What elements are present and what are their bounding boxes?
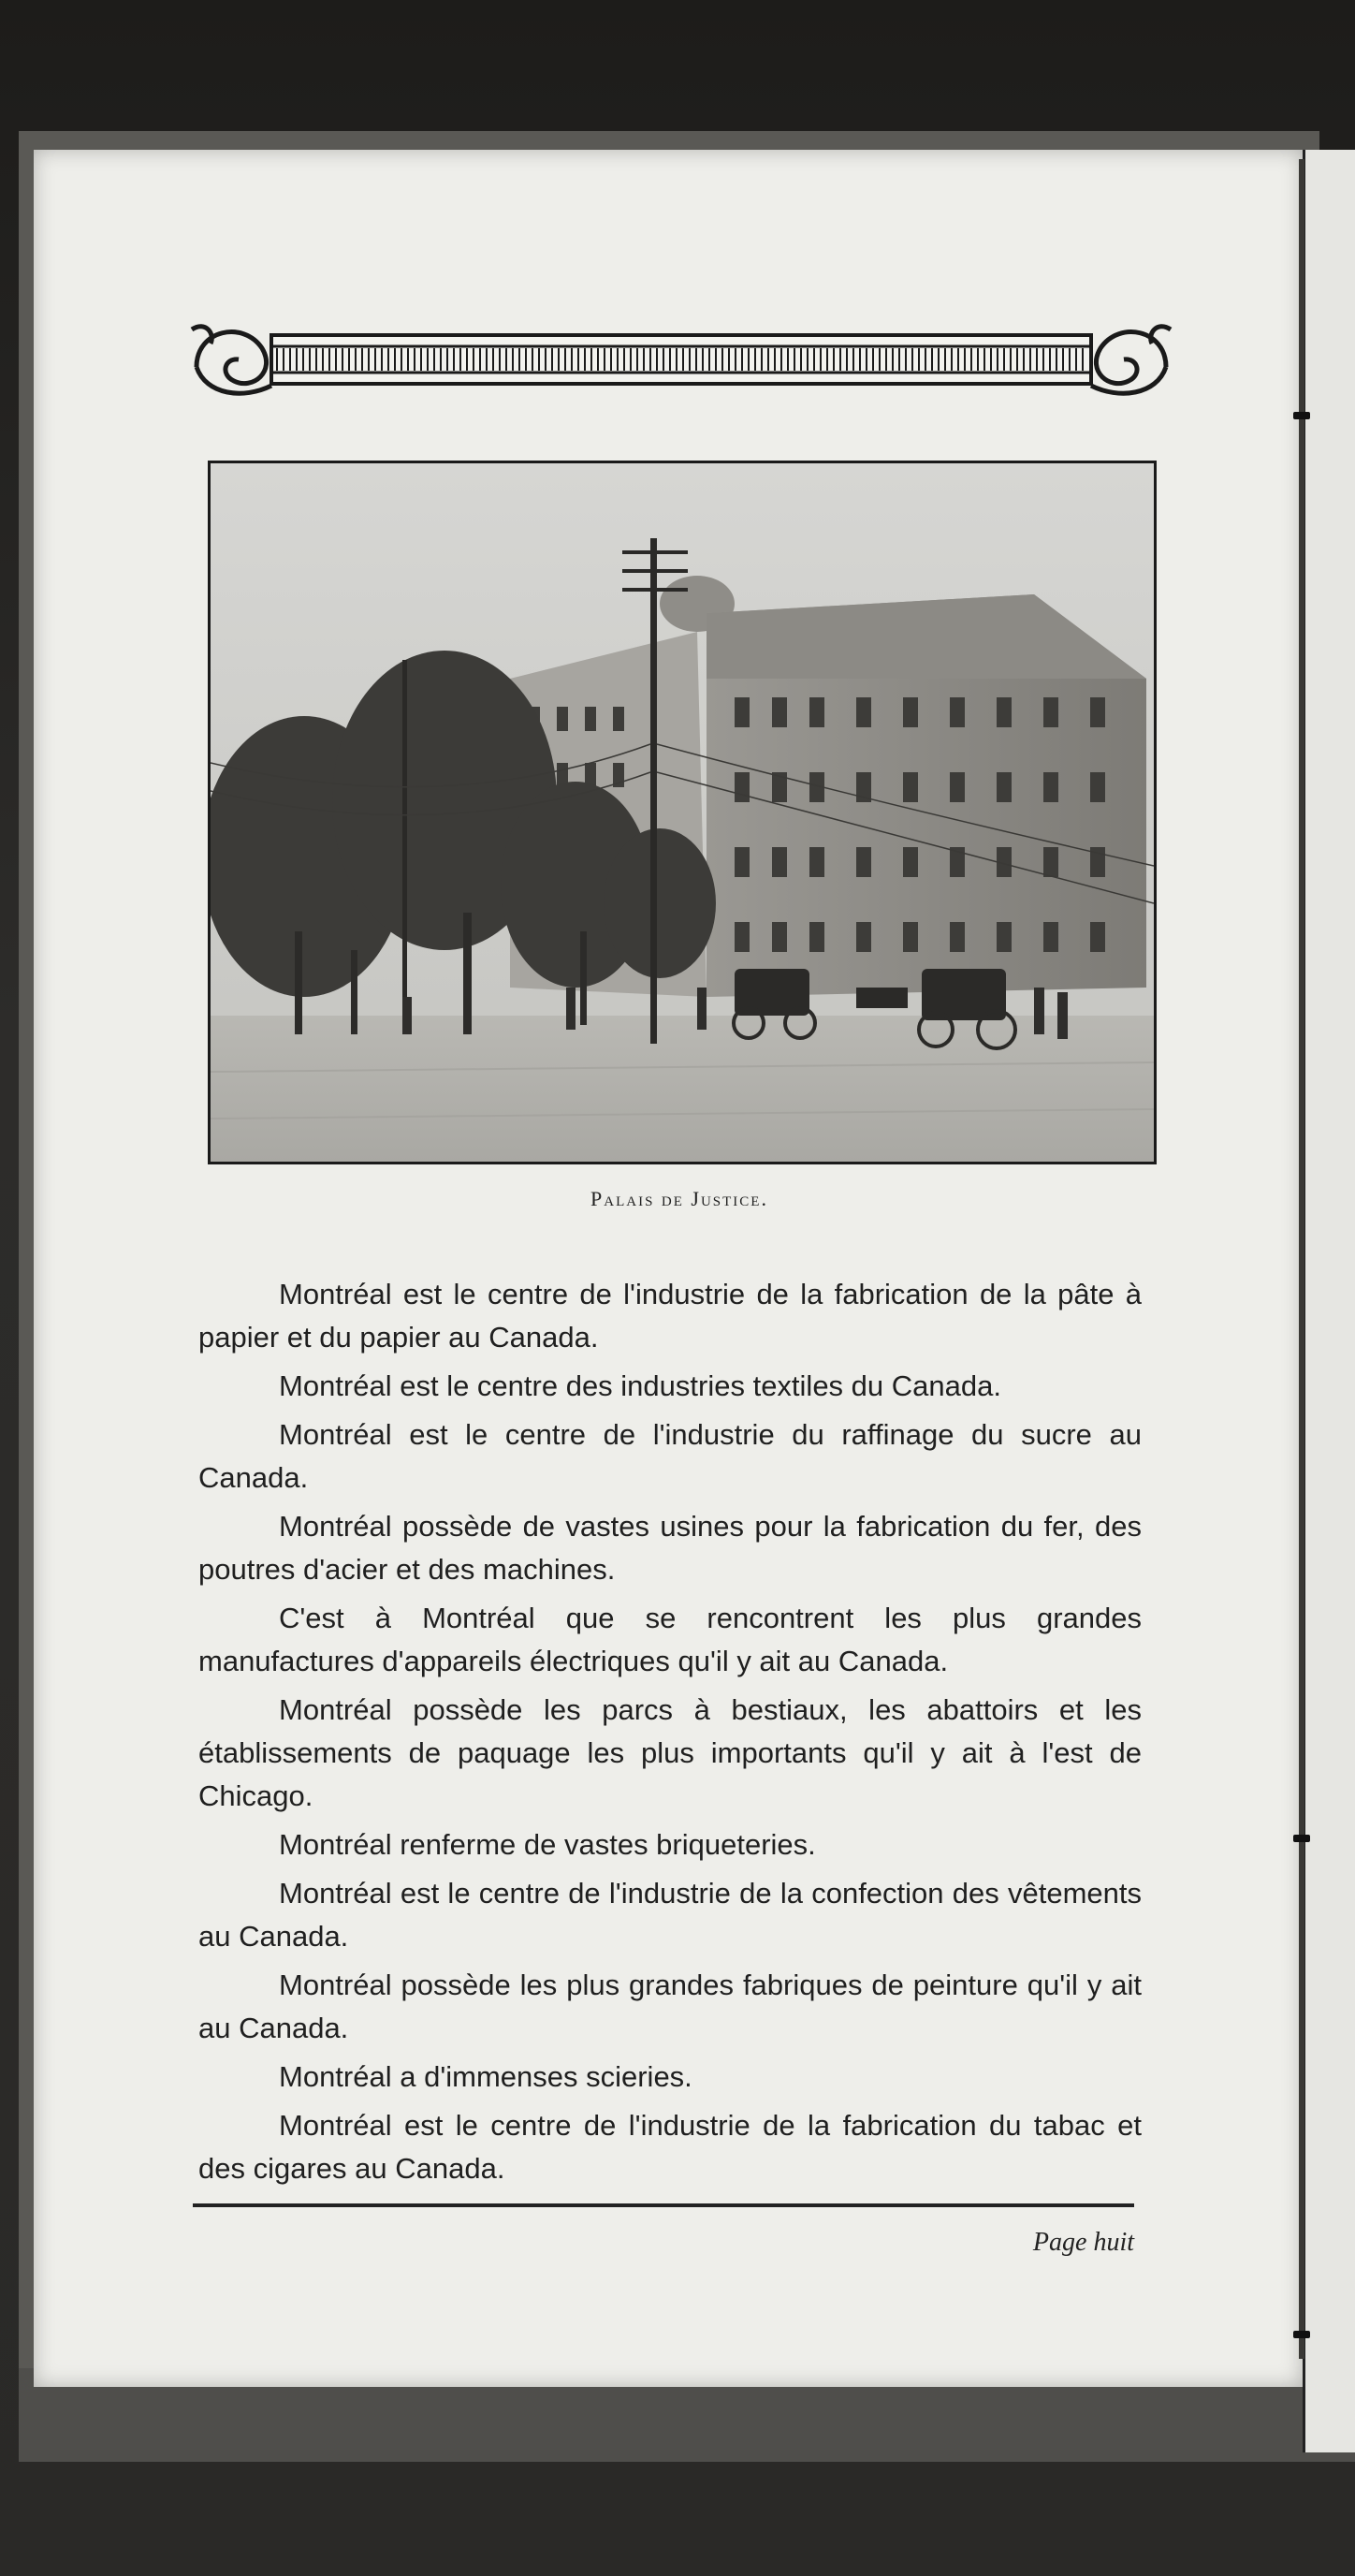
scroll-ornament-right <box>1091 327 1171 393</box>
binding-line <box>1299 159 1304 2359</box>
photo-frame <box>208 461 1157 1164</box>
paragraph: Montréal est le centre des industries textiles du Canada. <box>279 1369 1001 1402</box>
facing-page-edge <box>1303 150 1355 2452</box>
binding-stitch <box>1293 2331 1310 2338</box>
paragraph: Montréal est le centre de l'industrie du raffinage du sucre au Canada. <box>198 1418 1142 1494</box>
ornamental-header-band <box>187 311 1175 408</box>
paragraph: Montréal possède de vastes usines pour la fabrication du fer, des poutres d'acier et des machines. <box>198 1510 1142 1586</box>
page-number: Page huit <box>1032 2228 1134 2257</box>
footer-rule <box>193 2203 1134 2207</box>
scroll-ornament-left <box>192 327 271 393</box>
binding-stitch <box>1293 412 1310 419</box>
paragraph: Montréal possède les plus grandes fabriques de peinture qu'il y ait au Canada. <box>198 1969 1142 2044</box>
binding-stitch <box>1293 1835 1310 1842</box>
paragraph: Montréal est le centre de l'industrie de la confection des vêtements au Canada. <box>198 1877 1142 1953</box>
paragraph: Montréal possède les parcs à bestiaux, les abattoirs et les établissements de paquage les plus importants qu'il y ait à l'est de Chicago. <box>198 1693 1142 1812</box>
body-text <box>198 1273 1142 2196</box>
paragraph: Montréal est le centre de l'industrie de la fabrication de la pâte à papier et du papier au Canada. <box>198 1278 1142 1354</box>
paragraph: Montréal est le centre de l'industrie de la fabrication du tabac et des cigares au Canada. <box>198 2109 1142 2185</box>
paragraph: C'est à Montréal que se rencontrent les plus grandes manufactures d'appareils électriques qu'il y ait au Canada. <box>198 1602 1142 1677</box>
paragraph: Montréal renferme de vastes briqueteries. <box>279 1828 816 1861</box>
palais-de-justice-photo <box>211 463 1154 1162</box>
photo-caption: Palais de Justice. <box>590 1187 768 1210</box>
paragraph: Montréal a d'immenses scieries. <box>279 2060 692 2093</box>
